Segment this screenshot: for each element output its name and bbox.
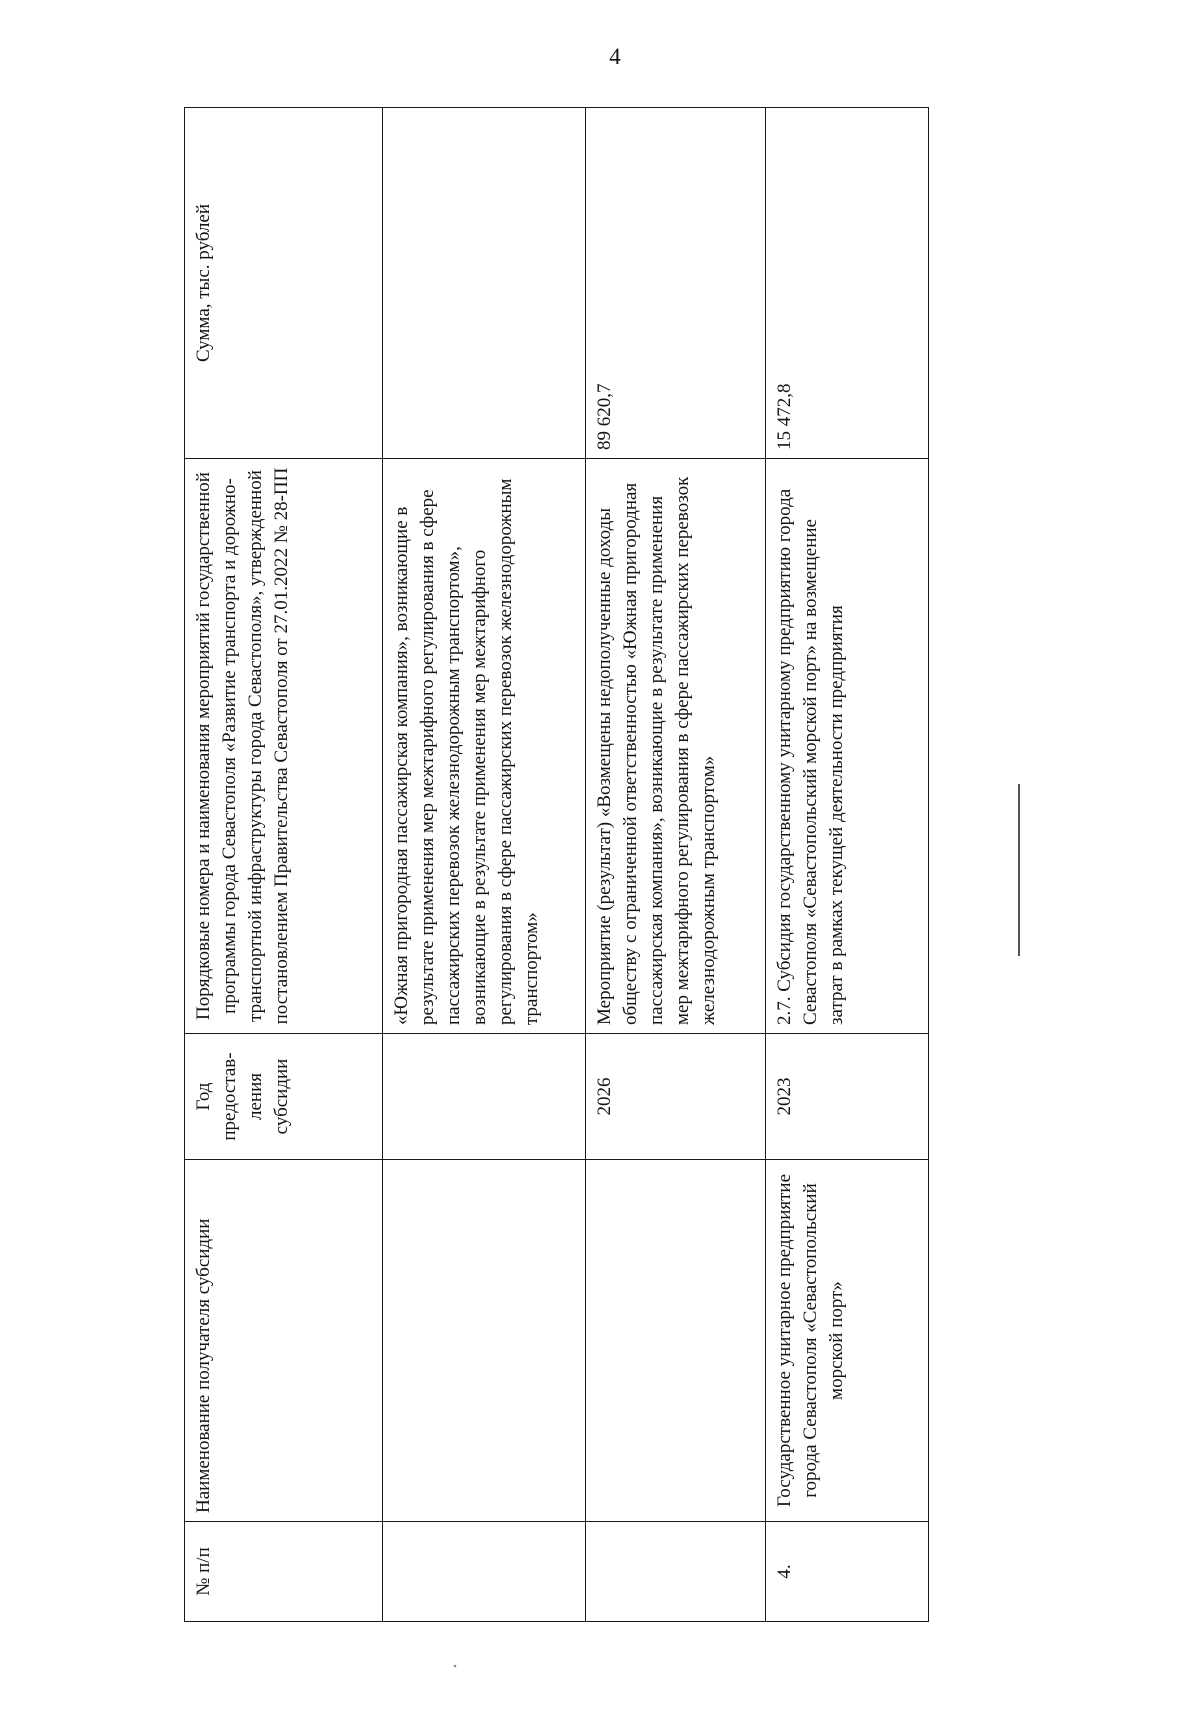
- cell-num: 4.: [766, 1522, 929, 1622]
- header-amount: Сумма, тыс. рублей: [185, 108, 383, 459]
- subsidy-table-rotated: [184, 108, 928, 1622]
- header-year: Год предостав-ления субсидии: [185, 1034, 383, 1160]
- header-events: Порядковые номера и наименования мероприятий государственной программы города Севастополя «Развитие транспорта и дорожно-транспортной инфраструктуры города Севастополя», утвержденной постановлением Правительства Севастополя от 27.01.2022 № 28-ПП: [185, 459, 383, 1034]
- cell-year: 2026: [586, 1034, 766, 1160]
- cell-amount: [383, 108, 586, 459]
- cell-recipient: [383, 1160, 586, 1522]
- cell-events: 2.7. Субсидия государственному унитарному предприятию города Севастополя «Севастопольский морской порт» на возмещение затрат в рамках текущей деятельности предприятия: [766, 459, 929, 1034]
- table-row: [586, 108, 766, 1622]
- cell-events: Мероприятие (результат) «Возмещены недополученные доходы обществу с ограниченной ответственностью «Южная пригородная пассажирская компания», возникающие в результате применения мер межтарифного регулирования в сфере пассажирских перевозок железнодорожным транспортом»: [586, 459, 766, 1034]
- subsidy-table: [184, 107, 929, 1622]
- page-number: 4: [609, 44, 621, 69]
- cell-year: 2023: [766, 1034, 929, 1160]
- cell-amount: 89 620,7: [586, 108, 766, 459]
- cell-recipient: [586, 1160, 766, 1522]
- header-num: № п/п: [185, 1522, 383, 1622]
- closing-rule-line: [1016, 784, 1022, 956]
- cell-num: [586, 1522, 766, 1622]
- table-header-row: [185, 108, 383, 1622]
- cell-year: [383, 1034, 586, 1160]
- cell-recipient: Государственное унитарное предприятие города Севастополя «Севастопольский морской порт»: [766, 1160, 929, 1522]
- scan-speck: [452, 1663, 458, 1669]
- header-recipient: Наименование получателя субсидии: [185, 1160, 383, 1522]
- cell-events: «Южная пригородная пассажирская компания», возникающие в результате применения мер межтарифного регулирования в сфере пассажирских перевозок железнодорожным транспортом», возникающие в результате применения мер межтарифного регулирования в сфере пассажирских перевозок железнодорожным транспортом»: [383, 459, 586, 1034]
- cell-amount: 15 472,8: [766, 108, 929, 459]
- table-row: [766, 108, 929, 1622]
- table-row: [383, 108, 586, 1622]
- cell-num: [383, 1522, 586, 1622]
